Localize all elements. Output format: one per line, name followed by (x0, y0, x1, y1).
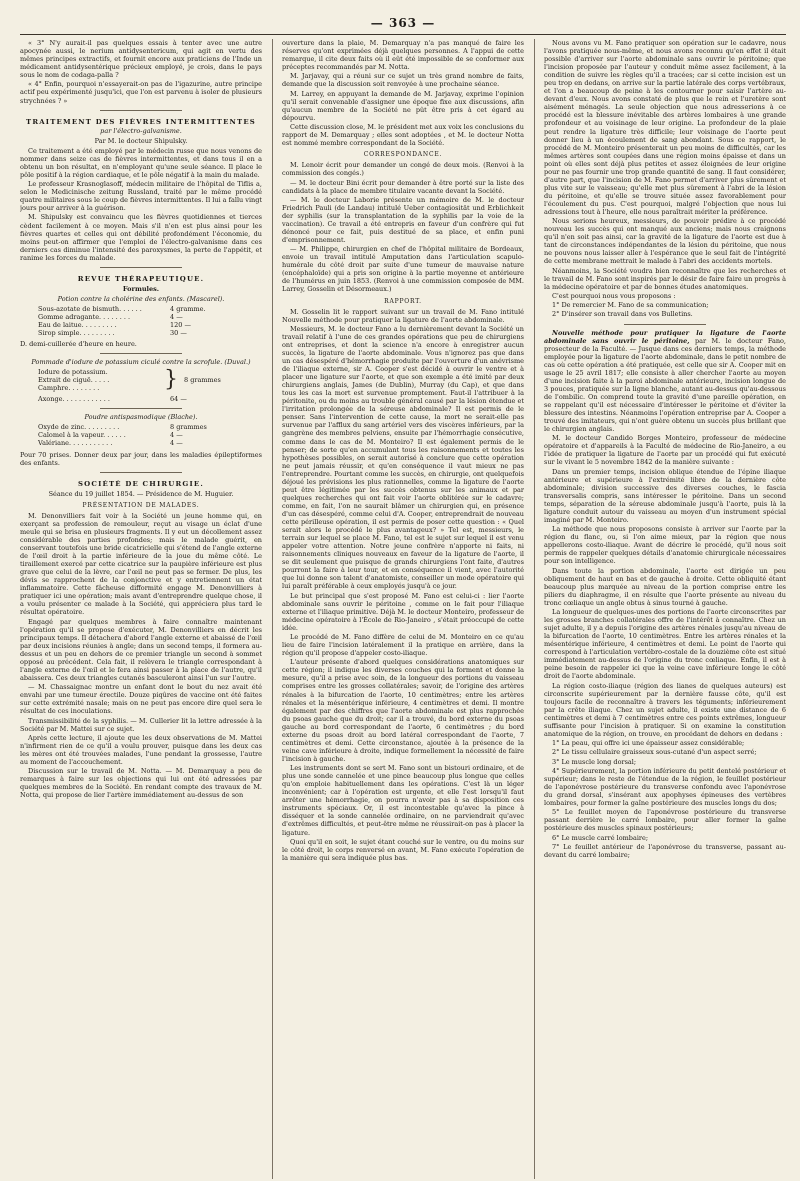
formula-row (38, 395, 262, 403)
paragraph: M. Denonvilliers fait voir à la Société un jeune homme qui, en exerçant sa profession de remouleur, reçut au visage un éclat d'une meule qui se brisa en plusieurs fragments. Il y eut un décollement assez considérable des parties profondes; mais le malade guérit, en conservant toutefois une bride cicatricielle qui s'étend de l'angle externe de l'œil droit à la partie inférieure de la joue du même côté. Le tiraillement exercé par cette cicatrice sur la paupière inférieure est plus grave que celui de la lèvre, car l'œil ne peut pas se fermer. De plus, les dévis se rapprochent de la conjonctive et y entretiennent un état inflammatoire. Cette fâcheuse difformité engage M. Denonvilliers à pratiquer ici une opération; mais avant d'entreprendre quelque chose, il a voulu présenter ce malade à la Société, qui appréciera plus tard le résultat opératoire. (20, 511, 262, 617)
formula-instructions: Pour 70 prises. Donner deux par jour, dans les maladies épileptiformes des enfants. (20, 450, 262, 467)
paragraph: — M. Chassaignac montre un enfant dont le bout du nez avait été envahi par une tumeur érectile. Douze piqûres de vaccine ont été faites sur cette extrémité nasale; mais on ne peut pas encore dire quel sera le résultat de ces inoculations. (20, 683, 262, 716)
paragraph: — M. le docteur Laborie présente un mémoire de M. le docteur Friedrich Pauli (de Landau) intitulé Ueber contagiosität und Erblichkeit der syphilis (sur la transplantation de la syphilis par la voie de la vaccination). Ce travail a été entrepris en faveur d'un confrère qui fut dénoncé pour ce fait, puis destitué de sa place, et enfin puni d'emprisonnement. (282, 195, 524, 245)
formula-list (38, 423, 262, 447)
formula-title: Poudre antispasmodique (Blache). (84, 413, 198, 422)
paragraph: — M. Philippe, chirurgien en chef de l'hôpital militaire de Bordeaux, envoie un travail intitulé Amputation dans l'articulation scapulo-humérale du côté droit par suite d'une tumeur de mauvaise nature (encéphaloïde) qui a pris son origine à la partie moyenne et antérieure de l'humérus en juin 1853. (Renvoi à une commission composée de MM. Larrey, Gosselin et Désormeaux.) (282, 245, 524, 294)
article-author: Par M. le docteur Shipulsky. (94, 136, 188, 145)
article-text: par M. le docteur Fano, prosecteur de la Faculté. — Jusque dans ces derniers temps, la méthode employée pour la ligature de l'aorte abdominale, dans le petit nombre de cas où cette opération a été pratiquée, est celle que sir A. Cooper mit en usage le 25 avril 1817; elle consiste à aller chercher l'aorte au moyen d'une incision faite à la paroi abdominale antérieure, incision longue de 3 pouces, pratiquée sur la ligne blanche, autant au-dessus qu'au-dessous de l'ombilic. On comprend toute la gravité d'une pareille opération, en se rappelant qu'il est nécessaire d'intéresser le péritoine et d'éviter la blessure des intestins. Néanmoins l'opération entreprise par A. Cooper a trouvé des imitateurs, qui n'ont guère obtenu un succès plus brillant que le chirurgien anglais. (544, 336, 786, 434)
quantity: 4 — (170, 312, 183, 321)
paragraph: La région costo-iliaque (région des lianes de quelques auteurs) est circonscrite supérieurement par la dernière fausse côte, qu'il est toujours facile de reconnaître à travers les téguments; inférieurement par la crête iliaque. Chez un sujet adulte, il existe une distance de 6 centimètres et demi à 7 centimètres entre ces points extrêmes, longueur suffisante pour l'incision à pratiquer. Si on examine la constitution anatomique de la région, on trouve, en procédant de dehors en dedans : (544, 681, 786, 738)
paragraph: Le but principal que s'est proposé M. Fano est celui-ci : lier l'aorte abdominale sans ouvrir le péritoine , comme on le fait pour l'iliaque externe et l'iliaque primitive. Déjà M. le docteur Monteiro, professeur de médecine opératoire à l'École de Rio-Janeiro , s'était préoccupé de cette idée. (282, 591, 524, 632)
formula-row (38, 313, 262, 321)
paragraph: M. Shipulsky est convaincu que les fièvres quotidiennes et tierces cèdent facilement à ce moyen. Mais s'il n'en est plus ainsi pour les fièvres quartes et celles qui ont débilité profondément l'économie, du moins peut-on affirmer que l'emploi de l'électro-galvanisme dans ces derniers cas diminue l'intensité des paroxysmes, la perte de l'appétit, et ranime les forces du malade. (20, 213, 262, 262)
ingredient: Extrait de ciguë. . . . . (38, 376, 110, 385)
paragraph: La méthode que nous proposons consiste à arriver sur l'aorte par la région du flanc, ou, si l'on aime mieux, par la région que nous appellerons costo-iliaque. Avant de décrire le procédé, qu'il nous soit permis de rappeler quelques détails d'anatomie chirurgicale nécessaires pour son intelligence. (544, 525, 786, 566)
section-rule (100, 353, 182, 354)
brace-glyph: } (164, 367, 178, 393)
column-3 (534, 39, 786, 1179)
paragraph: — M. le docteur Bini écrit pour demander à être porté sur la liste des candidats à la place de membre titulaire vacante devant la Société. (282, 178, 524, 195)
list-item: 7° Le feuillet antérieur de l'aponévrose du transverse, passant au-devant du carré lombaire; (544, 842, 786, 859)
paragraph: Néanmoins, la Société voudra bien reconnaître que les recherches et le travail de M. Fano sont inspirés par le désir de faire faire un progrès à la médecine opératoire et par de bonnes études anatomiques. (544, 266, 786, 291)
paragraph: M. le docteur Candido Borges Monteiro, professeur de médecine opératoire et d'appareils à la Faculté de médecine de Rio-Janeiro, a eu l'idée de pratiquer la ligature de l'aorte par un procédé qui fut exécuté sur le vivant le 5 novembre 1842 de la manière suivante : (544, 434, 786, 467)
ingredient: Gomme adragante. . . . . . . . (38, 312, 131, 321)
section-rule (100, 408, 182, 409)
paragraph: M. Gosselin lit le rapport suivant sur un travail de M. Fano intitulé Nouvelle méthode pour pratiquer la ligature de l'aorte abdominale. (282, 307, 524, 324)
section-title: TRAITEMENT DES FIÈVRES INTERMITTENTES (26, 117, 256, 126)
paragraph: Quoi qu'il en soit, le sujet étant couché sur le ventre, ou du moins sur le côté droit, le corps renversé en avant, M. Fano exécute l'opération de la manière qui sera indiquée plus bas. (282, 837, 524, 862)
ingredient: Valériane. . . . . . . . . . . (38, 439, 113, 448)
text-columns (20, 39, 786, 1179)
formula-row (38, 305, 262, 313)
formula-row (38, 321, 262, 329)
list-item: 1° La peau, qui offre ici une épaisseur assez considérable; (552, 739, 745, 748)
quantity: 8 grammes (184, 376, 221, 385)
article-title: Nouvelle méthode pour pratiquer la ligature de l'aorte abdominale sans ouvrir le péritoine, (544, 328, 786, 345)
paragraph: Nous serions heureux, messieurs, de pouvoir prédire à ce procédé nouveau les succès qui ont manqué aux anciens; mais nous craignons qu'il n'en soit pas ainsi, car la gravité de la ligature de l'aorte est due à tant de circonstances indépendantes de la lésion du péritoine, que nous ne pouvons nous laisser aller à l'espérance que le seul fait de l'intégrité de cette membrane mettrait le malade à l'abri des accidents mortels. (544, 217, 786, 266)
page-number: — 363 — (370, 16, 436, 30)
formula-instructions: D. demi-cuillerée d'heure en heure. (20, 340, 137, 349)
paragraph: 1° De remercier M. Fano de sa communication; (552, 301, 709, 310)
paragraph: Les instruments dont se sert M. Fano sont un bistouri ordinaire, et de plus une sonde cannelée et une pince beaucoup plus longue que celles qu'on emploie habituellement dans les opérations. C'est là un léger inconvénient; car à l'opération est urgente, et elle l'est lorsqu'il faut arrêter une hémorrhagie, on pourra n'avoir pas à sa disposition ces instruments spéciaux. Or, il est incontestable qu'avec la pince à disséquer et la sonde cannelée ordinaire, on ne parviendrait qu'avec d'extrêmes difficultés, et peut-être même ne réussirait-on pas à placer la ligature. (282, 764, 524, 837)
formula-title: Potion contre la cholérine des enfants. (Mascarel). (57, 294, 225, 303)
ingredient: Sous-azotate de bismuth. . . . . . (38, 304, 142, 313)
paragraph: Cette discussion close, M. le président met aux voix les conclusions du rapport de M. Demarquay ; elles sont adoptées , et M. le docteur Notta est nommé membre correspondant de la Société. (282, 123, 524, 148)
subsection-heading: CORRESPONDANCE. (363, 151, 443, 159)
quantity: 4 gramme. (170, 304, 206, 313)
session-line: Séance du 19 juillet 1854. — Présidence de M. Huguier. (48, 489, 234, 498)
section-subtitle: par l'électro-galvanisme. (100, 126, 182, 135)
section-title: REVUE THÉRAPEUTIQUE. (77, 274, 205, 283)
paragraph: ouverture dans la plaie, M. Demarquay n'a pas manqué de faire les réserves qu'ont exprimées déjà quelques personnes. A l'appui de cette remarque, il cite deux faits où il eût été impossible de se conformer aux préceptes recommandés par M. Notta. (282, 39, 524, 72)
paragraph: Ce traitement a été employé par le médecin russe que nous venons de nommer dans seize cas de fièvres intermittentes, et dans tous il en a obtenu un bon résultat, en n'employant qu'une seule séance. Il place le pôle positif à la région cardiaque, et le pôle négatif à la main du malade. (20, 146, 262, 179)
column-2 (272, 39, 524, 1179)
paragraph: Le professeur Krasnoglasoff, médecin militaire de l'hôpital de Tiflis a, selon le Medicinische zeitung Russland, traité par le même procédé quatre militaires sous le coup de fièvres intermittentes. Il lui a fallu vingt jours pour arriver à la guérison. (20, 180, 262, 213)
formula-row (38, 431, 262, 439)
ingredient: Eau de laitue. . . . . . . . . (38, 320, 117, 329)
column-1 (20, 39, 262, 1179)
paragraph: M. Larrey, en appuyant la demande de M. Jarjavay, exprime l'opinion qu'il serait convenable d'assigner une époque fixe aux discussions, afin qu'aucun membre de la Société ne pût être pris à cet égard au dépourvu. (282, 89, 524, 122)
list-item: 6° Le muscle carré lombaire; (552, 833, 649, 842)
quantity: 120 — (170, 320, 191, 329)
formula-row (38, 439, 262, 447)
ingredient: Oxyde de zinc. . . . . . . . . (38, 423, 120, 432)
paragraph: Le procédé de M. Fano diffère de celui de M. Monteiro en ce qu'au lieu de faire l'incision latéralement il la pratique en arrière, dans la région qu'il propose d'appeler costo-iliaque. (282, 633, 524, 658)
paragraph: M. Jarjavay, qui a réuni sur ce sujet un très grand nombre de faits, demande que la discussion soit renvoyée à une prochaine séance. (282, 72, 524, 89)
subsection-heading: PRÉSENTATION DE MALADES. (82, 501, 200, 509)
ingredient: Calomel à la vapeur. . . . . . (38, 431, 126, 440)
header-rule (20, 34, 786, 35)
paragraph: « 4° Enfin, pourquoi n'essayerait-on pas de l'igazurine, autre principe actif peu expérimenté jusqu'ici, que l'on est parvenu à isoler de plusieurs strychnées ? » (20, 80, 262, 105)
section-title: SOCIÉTÉ DE CHIRURGIE. (78, 479, 204, 488)
list-item: 5° Le feuillet moyen de l'aponévrose postérieure du transverse passant derrière le carré lombaire, pour aller former la gaîne postérieure des muscles spinaux postérieurs; (544, 808, 786, 833)
formula-list (38, 305, 262, 337)
paragraph: L'auteur présente d'abord quelques considérations anatomiques sur cette région; il indique les diverses couches qui la forment et donne la mesure, qu'il a prise avec soin, de la longueur des portions du vaisseau comprises entre les grosses collatérales; savoir, de l'origine des artères rénales à la bifurcation de l'aorte, 10 centimètres; entre les artères rénales et la mésentérique inférieure, 4 centimètres et demi. Il montre également par des chiffres que l'aorte abdominale est plus rapprochée du psoas gauche que du droit; car il a trouvé, du bord externe du psoas gauche au bord correspondant de l'aorte, 6 centimètres ; du bord externe du psoas droit au bord latéral correspondant de l'aorte, 7 centimètres et demi. Cette circonstance, ajoutée à la présence de la veine cave inférieure à droite, indique formellement la nécessité de faire l'incision à gauche. (282, 658, 524, 763)
paragraph: Dans un premier temps, incision oblique étendue de l'épine iliaque antérieure et supérieure à l'extrémité libre de la dernière côte abdominale; division successive des diverses couches, le fascia transversalis compris, sans intéresser le péritoine. Dans un second temps, séparation de la séreuse abdominale jusqu'à l'aorte, puis là la ligature conduit autour du vaisseau au moyen d'un instrument spécial imaginé par M. Monteiro. (544, 467, 786, 524)
list-item: 3° Le muscle long dorsal; (552, 757, 637, 766)
paragraph: Dans toute la portion abdominale, l'aorte est dirigée un peu obliquement de haut en bas et de gauche à droite. Cette obliquité étant beaucoup plus marquée au niveau de la portion comprise entre les piliers du diaphragme, il en résulte que l'aorte présente au niveau du tronc cœliaque un angle obtus à sinus tourné à gauche. (544, 566, 786, 607)
paragraph (544, 329, 786, 434)
paragraph: La longueur de quelques-unes des portions de l'aorte circonscrites par les grosses branches collatérales offre de l'intérêt à connaître. Chez un sujet adulte, il y a depuis l'origine des artères rénales jusqu'au niveau de la bifurcation de l'aorte, 10 centimètres. Entre les artères rénales et la mésentérique inférieure, 4 centimètres et demi. Le point de l'aorte qui correspond à l'articulation vertébro-costale de la douzième côte est situé immédiatement au-dessus de l'origine du tronc cœliaque. Enfin, il est à peine besoin de rappeler ici que la veine cave inférieure longe le côté droit de l'aorte abdominale. (544, 608, 786, 681)
paragraph: 2° D'insérer son travail dans vos Bulletins. (552, 310, 693, 319)
ingredient: Iodure de potassium. (38, 368, 108, 377)
formula-title: Pommade d'iodure de potassium ciculé contre la scrofule. (Duval.) (31, 358, 251, 367)
ingredient: Camphre. . . . . . . . (38, 384, 100, 393)
section-rule (100, 472, 182, 473)
paragraph: Messieurs, M. le docteur Fano a lu dernièrement devant la Société un travail relatif à l'une de ces grandes opérations que peu de chirurgiens ont entreprises, et dont la science n'a encore à enregistrer aucun succès, la ligature de l'aorte abdominale. Vous n'ignorez pas que dans un cas désespéré d'hémorrhagie produite par l'ouverture d'un anévrisme de l'iliaque externe, sir A. Cooper s'est décidé à ouvrir le ventre et à placer une ligature sur l'aorte, et que son exemple a été imité par deux chirurgiens anglais, James (de Dublin), Murray (du Cap), et que dans tous les cas la mort est survenue promptement. Faut-il l'attribuer à la péritonite, ou du moins au trouble général causé par la lésion étendue et l'irritation prolongée de la séreuse abdominale? Il est permis de le penser. Sans l'intervention de cette cause, la mort ne serait-elle pas survenue par l'afflux du sang artériel vers des viscères inférieurs, par la gangrène des membres pelviens, ensuite par l'hémorrhagie consécutive, comme dans le cas de M. Monteiro? Il est également permis de le penser; de sorte qu'en accumulant tous les raisonnements et toutes les hypothèses possibles, on serait autorisé à conclure que cette opération ne peut jamais réussir, et qu'en conséquence il vaut mieux ne pas l'entreprendre. Pourtant comme les succès, en chirurgie, ont quelquefois déjoué les prévisions les plus rationnelles, comme la ligature de l'aorte peut être légitimée par les succès obtenus sur les animaux et par quelques recherches qui ont fait voir l'aorte oblitérée sur le cadavre; comme, en fait, l'on ne saurait blâmer un chirurgien qui, en présence d'un cas désespéré, comme celui d'A. Cooper, entreprendrait de nouveau cette périlleuse opération, il est permis de poser cette question : « Quel serait alors le procédé le plus avantageux? » Tel est, messieurs, le terrain sur lequel se place M. Fano, tel est le sujet sur lequel il est venu appeler votre attention. Notre jeune confrère n'apporte ni faits, ni raisonnements cliniques nouveaux en faveur de la ligature de l'aorte, il se dit seulement que puisque de grands chirurgiens l'ont faite, d'autres pourront la faire à leur tour, et en conséquence il vient, avec l'autorité que lui donne son talent d'anatomiste, conseiller un mode opératoire qui lui paraît préférable à ceux employés jusqu'à ce jour. (282, 324, 524, 591)
formula-group (38, 368, 262, 392)
paragraph: C'est pourquoi nous vous proposons : (552, 292, 676, 301)
quantity: 4 — (170, 439, 183, 448)
section-rule (624, 324, 706, 325)
section-subtitle: Formules. (122, 284, 160, 293)
section-rule (100, 110, 182, 111)
subsection-heading: RAPPORT. (384, 297, 422, 305)
paragraph: Engagé par quelques membres à faire connaître maintenant l'opération qu'il se propose d'exécuter, M. Denonvilliers en décrit les principaux temps. Il détachera d'abord l'angle externe et abaissé de l'œil par deux incisions réunies à angle; dans un second temps, il formera au-dessus et un peu en dehors de ce premier triangle un second à sommet opposé au précédent. Cela fait, il relèvera le triangle correspondant à l'angle externe de l'œil et le fera ainsi passer à la place de l'autre, qu'il abaissera. Ces deux triangles cutanés basculeront ainsi l'un sur l'autre. (20, 617, 262, 682)
formula-list (38, 395, 262, 403)
quantity: 30 — (170, 329, 187, 338)
list-item: 4° Supérieurement, la portion inférieure du petit dentelé postérieur et supérieur; dans le reste de l'étendue de la région, le feuillet postérieur de l'aponévrose postérieure du transverse confondu avec l'aponévrose du grand dorsal, s'insérant aux apophyses épineuses des vertèbres lombaires, pour former la gaîne postérieure des muscles longs du dos; (544, 766, 786, 808)
section-rule (100, 267, 182, 268)
quantity: 64 — (170, 395, 187, 404)
paragraph: Transmissibilité de la syphilis. — M. Cullerier lit la lettre adressée à la Société par M. Mattei sur ce sujet. (20, 716, 262, 733)
paragraph: « 3° N'y aurait-il pas quelques essais à tenter avec une autre apocynée aussi, le nerium antidysentericum, qui agit en vertu des mêmes principes extractifs, et fournit encore aux praticiens de l'Inde un médicament antidysentérique précieux employé, je crois, dans le pays sous le nom de codaga-palla ? (20, 39, 262, 80)
paragraph: Nous avons vu M. Fano pratiquer son opération sur le cadavre, nous l'avons pratiquée nous-même, et nous avons reconnu qu'en effet il était possible d'arriver sur l'aorte abdominale sans ouvrir le péritoine; que l'incision proposée par l'auteur y conduit même assez facilement, à la condition de suivre les règles qu'il a tracées; car si cette incision est un peu trop en dedans, on arrive sur la partie latérale des corps vertébraux, et l'on a beaucoup de peine à les contourner pour saisir l'artère au-devant d'eux. Nous avons constaté de plus que le rein et l'uretère sont aisément ménagés. La seule objection que nous adresserions à ce procédé est la blessure inévitable des artères lombaires à une grande profondeur et au voisinage de leur origine. La profondeur de la plaie peut rendre la ligature très difficile; leur voisinage de l'aorte peut donner lieu à un écoulement de sang abondant. Sous ce rapport, le procédé de M. Monteiro présenterait un peu moins de difficultés, car les mêmes artères sont coupées dans une région moins épaisse et dans un point où elles sont déjà plus petites et assez éloignées de leur origine pour ne pas fournir une trop grande quantité de sang. Il faut considérer, d'autre part, que l'incision de M. Fano permet d'arriver plus sûrement et plus vite sur le vaisseau; qu'elle met plus sûrement à l'abri de la lésion du péritoine, et qu'elle se trouve située assez favorablement pour l'écoulement du pus. C'est pourquoi, malgré l'objection que nous lui adressions tout à l'heure, elle nous paraîtrait mériter la préférence. (544, 39, 786, 216)
paragraph: Après cette lecture, il ajoute que les deux observations de M. Mattei n'infirment rien de ce qu'il a voulu prouver, puisque dans les deux cas les mères ont été trouvées malades, l'une pendant la grossesse, l'autre au moment de l'accouchement. (20, 733, 262, 766)
ingredient: Sirop simple. . . . . . . . . (38, 329, 115, 338)
paragraph: Discussion sur le travail de M. Notta. — M. Demarquay a peu de remarques à faire sur les objections qui lui ont été adressées par quelques membres de la Société. En rendant compte des travaux de M. Notta, qui propose de lier l'artère immédiatement au-dessus de son (20, 767, 262, 800)
ingredient: Axonge. . . . . . . . . . . . (38, 395, 110, 404)
paragraph: M. Lenoir écrit pour demander un congé de deux mois. (Renvoi à la commission des congés.) (282, 161, 524, 178)
quantity: 4 — (170, 431, 183, 440)
list-item: 2° Le tissu cellulaire graisseux sous-cutané d'un aspect serré; (552, 748, 757, 757)
formula-row (38, 329, 262, 337)
quantity: 8 grammes (170, 423, 207, 432)
